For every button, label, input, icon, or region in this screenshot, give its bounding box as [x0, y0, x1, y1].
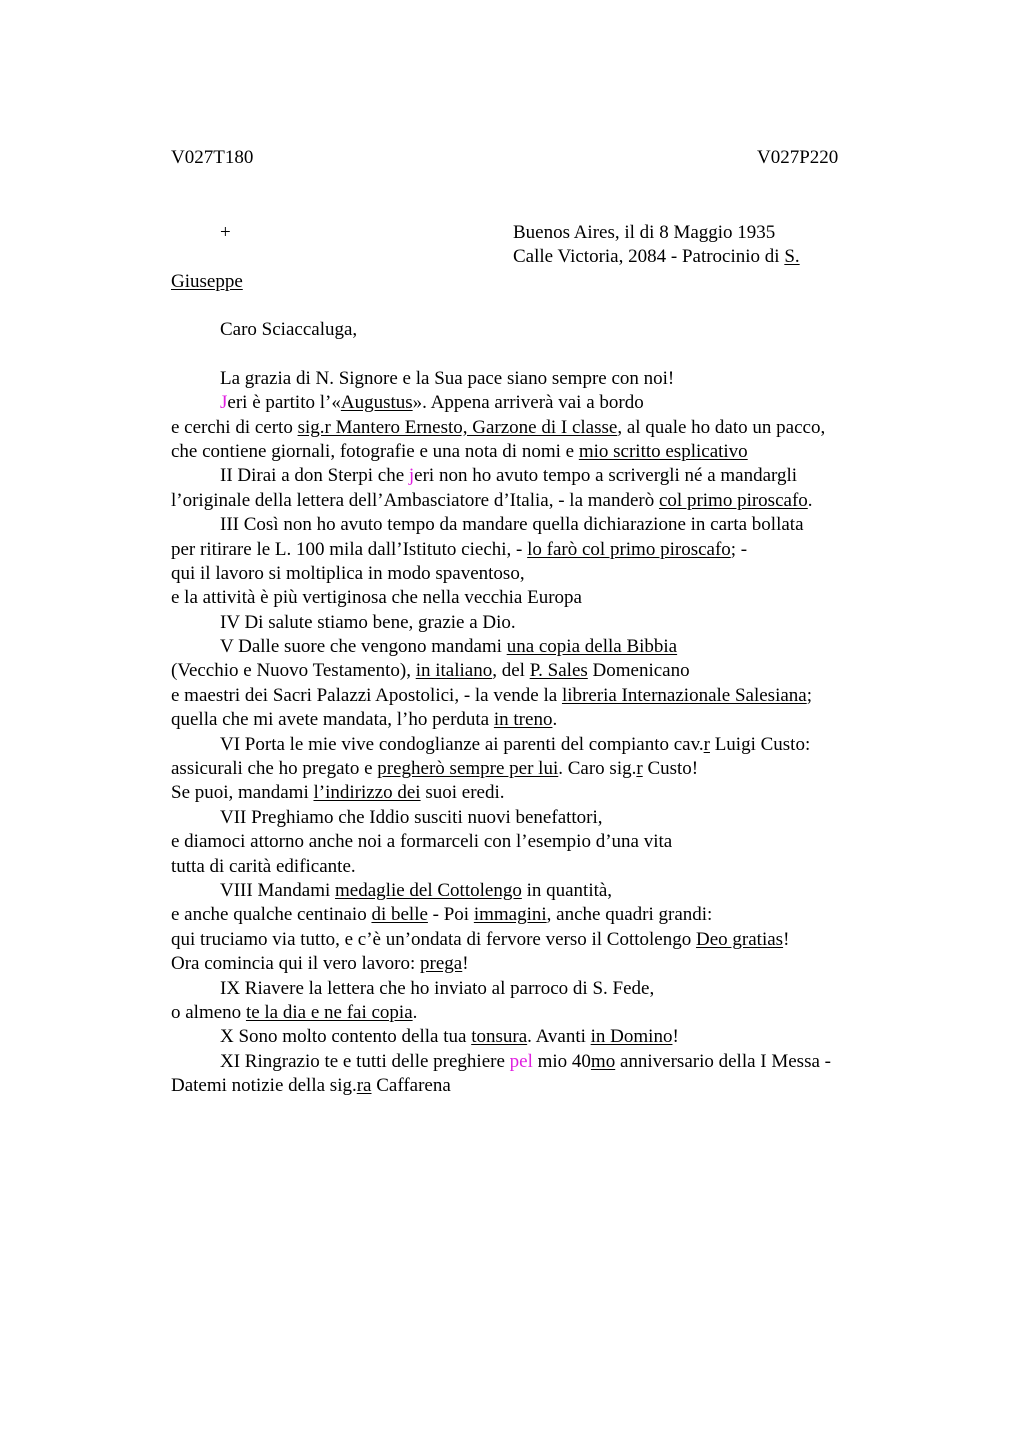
underlined-text: medaglie del Cottolengo — [335, 879, 522, 901]
cross-symbol: + — [220, 222, 231, 243]
letter-line: Jeri è partito l’«Augustus». Appena arriverà vai a bordo — [220, 392, 644, 414]
letter-line: quella che mi avete mandata, l’ho perduta in treno. — [171, 709, 558, 731]
underlined-text: Augustus — [340, 392, 413, 414]
underlined-text: prega — [420, 953, 463, 975]
underlined-text: te la dia e ne fai copia — [245, 1001, 413, 1023]
underlined-text: di belle — [371, 904, 428, 926]
address-saint-name: Giuseppe — [171, 271, 243, 292]
document-code-left: V027T180 — [171, 147, 254, 168]
underlined-text: col primo piroscafo — [658, 489, 808, 511]
letter-line: qui truciamo via tutto, e c’è un’ondata di fervore verso il Cottolengo Deo gratias! — [171, 928, 790, 950]
letter-line: assicurali che ho pregato e pregherò sempre per lui. Caro sig.r Custo! — [171, 758, 699, 780]
place-date: Buenos Aires, il di 8 Maggio 1935 — [513, 222, 776, 243]
letter-line: o almeno te la dia e ne fai copia. — [171, 1001, 418, 1023]
letter-line: Datemi notizie della sig.ra Caffarena — [171, 1075, 451, 1097]
underlined-text: ra — [356, 1075, 372, 1097]
underlined-text: l’indirizzo dei — [313, 782, 421, 804]
letter-line: V Dalle suore che vengono mandami una copia della Bibbia — [220, 636, 678, 658]
letter-line: IV Di salute stiamo bene, grazie a Dio. — [220, 611, 516, 633]
letter-line: e diamoci attorno anche noi a formarceli con l’esempio d’una vita — [171, 831, 673, 853]
letter-line: l’originale della lettera dell’Ambasciatore d’Italia, - la manderò col primo piroscafo. — [171, 489, 813, 511]
address-line-continued — [171, 271, 243, 293]
highlight-text: j — [408, 465, 415, 487]
underlined-text: libreria Internazionale Salesiana — [561, 684, 807, 706]
letter-line: Ora comincia qui il vero lavoro: prega! — [171, 953, 469, 975]
underlined-text: r — [703, 733, 710, 755]
letter-line: IX Riavere la lettera che ho inviato al parroco di S. Fede, — [220, 977, 655, 999]
underlined-text: mio scritto esplicativo — [578, 440, 748, 462]
letter-line: XI Ringrazio te e tutti delle preghiere pel mio 40mo anniversario della I Messa - — [220, 1050, 831, 1072]
underlined-text: P. Sales — [529, 660, 588, 682]
underlined-text: in treno — [493, 709, 553, 731]
letter-line: VIII Mandami medaglie del Cottolengo in quantità, — [220, 879, 613, 901]
letter-line: VI Porta le mie vive condoglianze ai parenti del compianto cav.r Luigi Custo: — [220, 733, 811, 755]
letter-line: tutta di carità edificante. — [171, 855, 356, 877]
underlined-text: in Domino — [590, 1026, 673, 1048]
letter-line: II Dirai a don Sterpi che jeri non ho avuto tempo a scrivergli né a mandargli — [220, 465, 798, 487]
underlined-text: Deo gratias — [696, 928, 784, 950]
letter-line: e anche qualche centinaio di belle - Poi immagini, anche quadri grandi: — [171, 904, 713, 926]
underlined-text: mo — [590, 1050, 616, 1072]
underlined-text: tonsura — [471, 1026, 528, 1048]
letter-line: VII Preghiamo che Iddio susciti nuovi benefattori, — [220, 806, 603, 828]
underlined-text: pregherò sempre per lui — [377, 758, 559, 780]
underlined-text: una copia della Bibbia — [506, 636, 678, 658]
letter-line: qui il lavoro si moltiplica in modo spaventoso, — [171, 562, 525, 584]
underlined-text: in italiano — [415, 660, 493, 682]
document-code-right: V027P220 — [757, 147, 839, 168]
letter-line: e cerchi di certo sig.r Mantero Ernesto, Garzone di I classe, al quale ho dato un pacco, — [171, 416, 826, 438]
salutation: Caro Sciaccaluga, — [220, 319, 358, 340]
letter-line: per ritirare le L. 100 mila dall’Istituto ciechi, - lo farò col primo piroscafo; - — [171, 538, 748, 560]
underlined-text: sig.r Mantero Ernesto, Garzone di I classe — [297, 416, 618, 438]
highlight-text: J — [220, 392, 228, 414]
address-line — [513, 246, 800, 268]
address-text: Calle Victoria, 2084 - Patrocinio di — [513, 246, 785, 267]
underlined-text: lo farò col primo piroscafo — [527, 538, 731, 560]
underlined-text: immagini — [473, 904, 547, 926]
address-saint: S. — [784, 246, 800, 267]
blank-line — [171, 342, 911, 366]
letter-line: III Così non ho avuto tempo da mandare quella dichiarazione in carta bollata — [220, 514, 804, 536]
letter-line: e maestri dei Sacri Palazzi Apostolici, - la vende la libreria Internazionale Salesiana; — [171, 684, 812, 706]
letter-line: La grazia di N. Signore e la Sua pace siano sempre con noi! — [220, 367, 675, 389]
letter-line: X Sono molto contento della tua tonsura. Avanti in Domino! — [220, 1026, 679, 1048]
letter-line: (Vecchio e Nuovo Testamento), in italiano, del P. Sales Domenicano — [171, 660, 690, 682]
letter-line: Se puoi, mandami l’indirizzo dei suoi eredi. — [171, 782, 505, 804]
letter-line: che contiene giornali, fotografie e una nota di nomi e mio scritto esplicativo — [171, 440, 748, 462]
letter-line: e la attività è più vertiginosa che nella vecchia Europa — [171, 587, 582, 609]
highlight-text: pel — [509, 1050, 533, 1072]
letter-body — [171, 318, 911, 1099]
underlined-text: r — [636, 758, 643, 780]
